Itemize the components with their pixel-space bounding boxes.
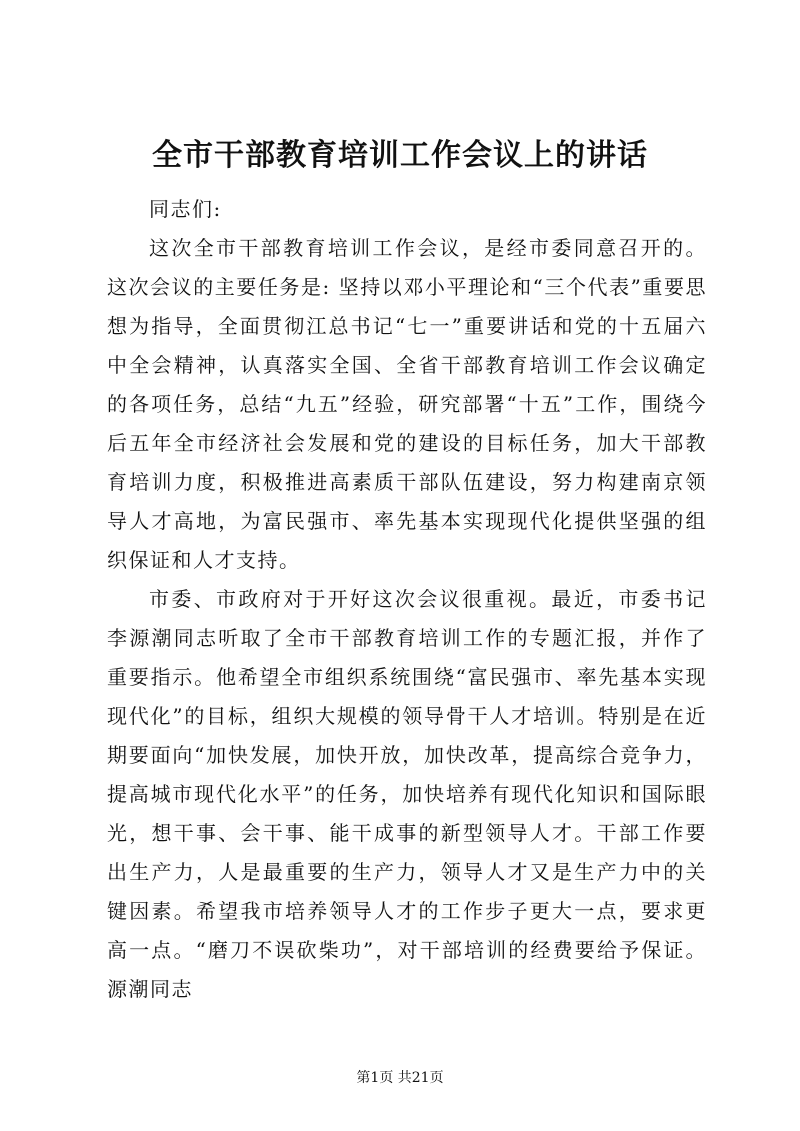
document-title: 全市干部教育培训工作会议上的讲话 [152, 138, 648, 173]
document-body [107, 190, 707, 1009]
paragraph-1: 这次全市干部教育培训工作会议，是经市委同意召开的。这次会议的主要任务是: 坚持以邓小平理论和“三个代表”重要思想为指导，全面贯彻江总书记“七一”重要讲话和党的十五届六中全会精神，认真落实全国、全省干部教育培训工作会议确定的各项任务，总结“九五”经验，研究部署“十五”工作，围绕今后五年全市经济社会发展和党的建设的目标任务，加大干部教育培训力度，积极推进高素质干部队伍建设，努力构建南京领导人才高地，为富民强市、率先基本实现现代化提供坚强的组织保证和人才支持。 [107, 236, 707, 572]
paragraph-2: 市委、市政府对于开好这次会议很重视。最近，市委书记李源潮同志听取了全市干部教育培训工作的专题汇报，并作了重要指示。他希望全市组织系统围绕“富民强市、率先基本实现现代化”的目标，组织大规模的领导骨干人才培训。特别是在近期要面向“加快发展，加快开放，加快改革，提高综合竞争力，提高城市现代化水平”的任务，加快培养有现代化知识和国际眼光，想干事、会干事、能干成事的新型领导人才。干部工作要出生产力，人是最重要的生产力，领导人才又是生产力中的关键因素。希望我市培养领导人才的工作步子更大一点，要求更高一点。“磨刀不误砍柴功”，对干部培训的经费要给予保证。源潮同志 [107, 587, 707, 1001]
salutation: 同志们: [149, 197, 222, 221]
page-footer: 第1页 共21页 [356, 1070, 444, 1086]
